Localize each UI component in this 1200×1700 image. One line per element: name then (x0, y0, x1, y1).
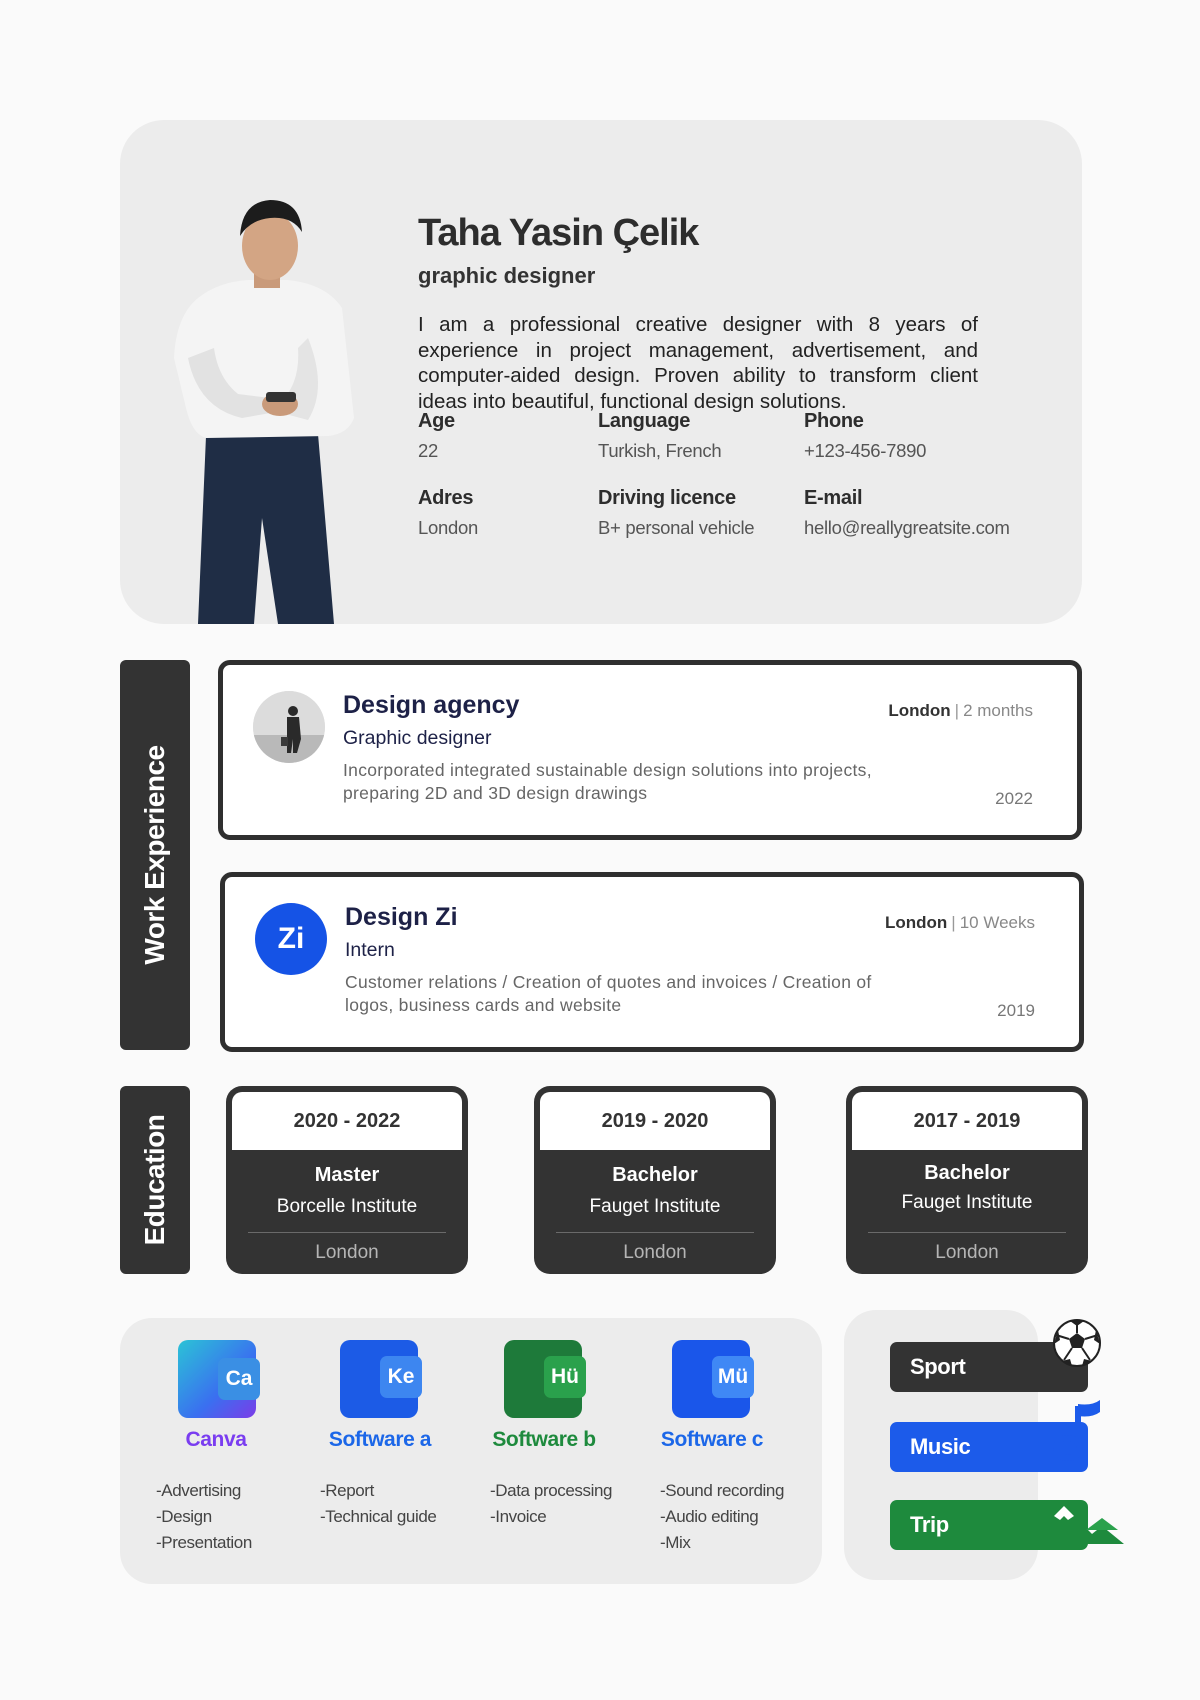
task-item: -Invoice (490, 1507, 547, 1526)
hobby-label: Trip (910, 1512, 949, 1537)
job-role: Graphic designer (343, 727, 492, 749)
education-degree: Bachelor (924, 1162, 1010, 1184)
info-label-phone: Phone (804, 410, 864, 432)
software-tasks (490, 1478, 612, 1530)
software-b-icon (504, 1340, 594, 1420)
job-company: Design Zi (345, 903, 458, 931)
job-year: 2019 (997, 1001, 1035, 1020)
software-name: Canva (185, 1428, 247, 1451)
software-name: Software c (660, 1428, 764, 1451)
job-location-duration (888, 701, 1033, 721)
job-description: Incorporated integrated sustainable design solutions into projects, preparing 2D and 3D design drawings (343, 760, 872, 803)
info-value-address: London (418, 517, 478, 538)
task-item: -Sound recording (660, 1481, 785, 1500)
education-city: London (935, 1242, 999, 1263)
work-card-design-zi (220, 872, 1084, 1052)
canva-badge: Ca (218, 1358, 260, 1400)
education-school: Borcelle Institute (276, 1196, 418, 1217)
education-city: London (623, 1242, 687, 1263)
software-c-badge: Mü (712, 1356, 754, 1398)
design-zi-logo: Zi (255, 903, 327, 975)
job-duration: 10 Weeks (959, 913, 1035, 932)
education-card (846, 1086, 1088, 1274)
task-item: -Design (156, 1507, 212, 1526)
info-value-email: hello@reallygreatsite.com (804, 517, 1010, 538)
education-school: Fauget Institute (589, 1196, 721, 1217)
profile-name: Taha Yasin Çelik (418, 212, 699, 254)
task-item: -Audio editing (660, 1507, 759, 1526)
meta-separator: | (951, 913, 956, 932)
software-a-badge: Ke (380, 1356, 422, 1398)
job-city: London (884, 913, 948, 932)
software-name: Software a (328, 1428, 432, 1451)
task-item: -Advertising (156, 1481, 241, 1500)
hobby-label: Music (910, 1434, 971, 1459)
task-item: -Technical guide (320, 1507, 437, 1526)
job-company: Design agency (343, 691, 520, 719)
software-tasks (320, 1478, 436, 1530)
divider (248, 1232, 446, 1233)
education-degree: Bachelor (612, 1164, 698, 1186)
mountain-icon (1024, 1498, 1124, 1548)
education-years: 2019 - 2020 (540, 1092, 770, 1150)
info-value-driving-licence: B+ personal vehicle (598, 517, 755, 538)
info-label-driving-licence: Driving licence (598, 487, 736, 509)
education-label: Education (120, 1086, 190, 1274)
job-location-duration (885, 913, 1035, 933)
software-c-icon (672, 1340, 762, 1420)
education-degree: Master (314, 1164, 380, 1186)
job-city: London (888, 701, 951, 720)
education-city: London (315, 1242, 379, 1263)
info-value-language: Turkish, French (598, 440, 722, 461)
software-b-badge: Hü (544, 1356, 586, 1398)
work-experience-label: Work Experience (120, 660, 190, 1050)
education-school: Fauget Institute (901, 1192, 1033, 1213)
profile-title: graphic designer (418, 263, 596, 288)
music-note-icon (1048, 1396, 1108, 1466)
canva-icon (176, 1340, 266, 1420)
job-description: Customer relations / Creation of quotes and invoices / Creation of logos, business cards and website (345, 972, 872, 1015)
info-label-address: Adres (418, 487, 474, 509)
profile-card (120, 120, 1082, 624)
company-avatar (253, 691, 325, 763)
soccer-ball-icon (1052, 1318, 1102, 1368)
divider (556, 1232, 754, 1233)
software-tasks (660, 1478, 784, 1556)
software-a-icon (340, 1340, 430, 1420)
info-label-age: Age (418, 410, 455, 432)
info-label-email: E-mail (804, 487, 863, 509)
info-label-language: Language (598, 410, 691, 432)
software-tasks (156, 1478, 252, 1556)
work-card-design-agency (218, 660, 1082, 840)
task-item: -Presentation (156, 1533, 252, 1552)
job-year: 2022 (995, 789, 1033, 808)
task-item: -Data processing (490, 1481, 613, 1500)
task-item: -Mix (660, 1533, 691, 1552)
meta-separator: | (954, 701, 960, 720)
software-name: Software b (492, 1428, 596, 1451)
job-role: Intern (345, 939, 395, 961)
education-years: 2020 - 2022 (232, 1092, 462, 1150)
person-photo-icon (253, 691, 325, 763)
education-card (226, 1086, 468, 1274)
info-value-age: 22 (418, 440, 438, 461)
job-duration: 2 months (963, 701, 1033, 720)
profile-photo (158, 198, 378, 624)
education-card (534, 1086, 776, 1274)
education-years: 2017 - 2019 (852, 1092, 1082, 1150)
profile-bio: I am a professional creative designer with 8 years of experience in project management, advertisement, and computer-aided design. Proven ability to transform client ideas into beautiful, functional design solutions. (418, 313, 978, 413)
task-item: -Report (320, 1481, 374, 1500)
info-value-phone: +123-456-7890 (804, 440, 927, 461)
hobby-label: Sport (910, 1354, 966, 1379)
divider (868, 1232, 1066, 1233)
